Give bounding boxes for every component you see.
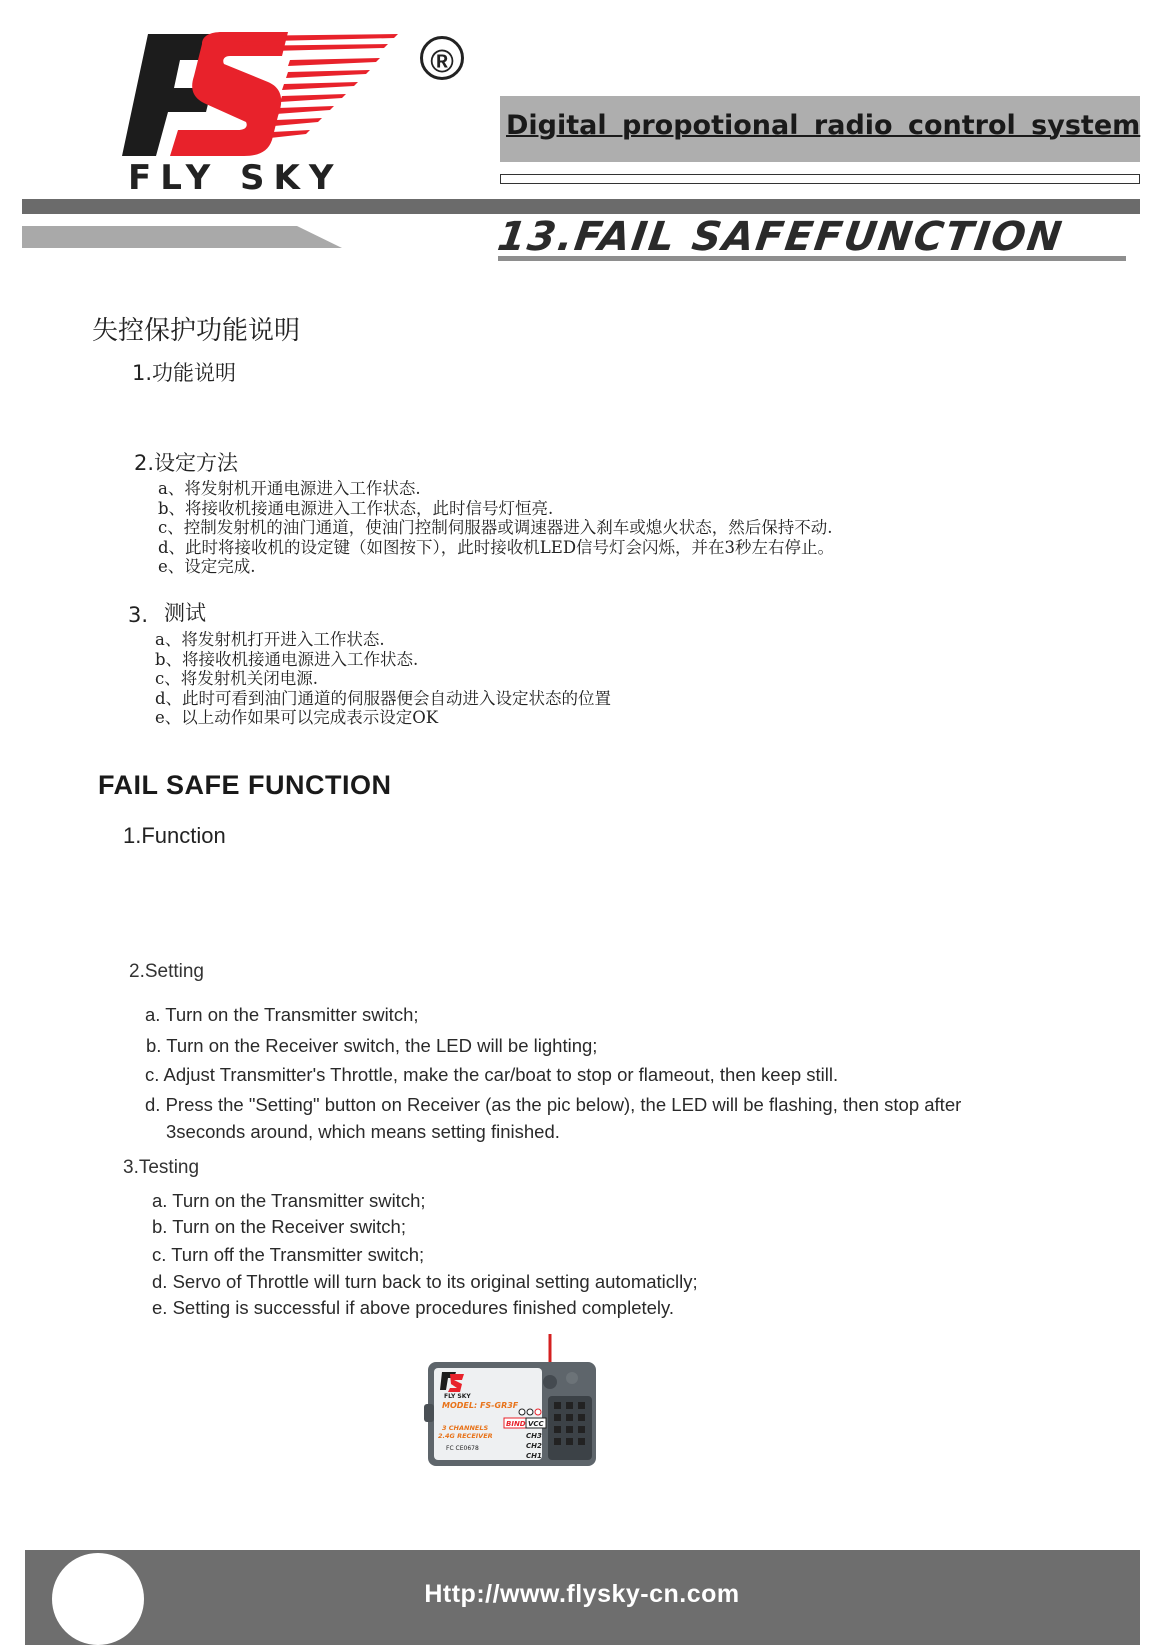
en-setting-step-a: a. Turn on the Transmitter switch; — [145, 1004, 419, 1025]
list-item: e、设定完成. — [158, 557, 256, 576]
en-testing-step-e: e. Setting is successful if above procedures finished completely. — [152, 1297, 675, 1318]
cn-test-number: 3. — [128, 603, 149, 627]
receiver-channels: 3 CHANNELS — [442, 1424, 489, 1432]
en-setting-step-d: d. Press the "Setting" button on Receiver (as the pic below), the LED will be flashing, then stop after — [145, 1094, 962, 1115]
cn-setting-heading: 2.设定方法 — [134, 451, 239, 475]
header-frame — [500, 174, 1140, 184]
list-item: c、将发射机关闭电源. — [155, 669, 318, 688]
cn-test-heading: 测试 — [164, 601, 206, 625]
en-setting-step-d-cont: 3seconds around, which means setting finished. — [166, 1121, 560, 1142]
receiver-ch1: CH1 — [526, 1452, 542, 1460]
receiver-bind-label: BIND — [506, 1420, 526, 1428]
receiver-cert: FC CE0678 — [446, 1445, 479, 1452]
en-setting-heading: 2.Setting — [129, 961, 204, 982]
receiver-brand: FLY SKY — [444, 1393, 471, 1400]
cn-title: 失控保护功能说明 — [92, 316, 301, 346]
receiver-image — [424, 1334, 600, 1468]
cn-test-list — [155, 630, 611, 728]
footer-url[interactable]: Http://www.flysky-cn.com — [424, 1580, 740, 1608]
receiver-vcc-label: VCC — [528, 1420, 544, 1428]
en-setting-step-b: b. Turn on the Receiver switch, the LED will be lighting; — [146, 1035, 598, 1056]
receiver-ch2: CH2 — [526, 1442, 542, 1450]
en-function-heading: 1.Function — [123, 823, 226, 848]
en-setting-step-c: c. Adjust Transmitter's Throttle, make the car/boat to stop or flameout, then keep still. — [145, 1064, 839, 1085]
en-testing-step-b: b. Turn on the Receiver switch; — [152, 1216, 406, 1237]
cn-setting-list — [158, 479, 834, 577]
list-item: d、此时将接收机的设定键（如图按下），此时接收机LED信号灯会闪烁，并在3秒左右停止。 — [158, 537, 835, 557]
cn-function-heading: 1.功能说明 — [132, 361, 237, 385]
receiver-model: MODEL: FS-GR3F — [442, 1401, 519, 1410]
registered-mark: ® — [420, 36, 464, 80]
en-testing-heading: 3.Testing — [123, 1157, 200, 1178]
en-testing-step-d: d. Servo of Throttle will turn back to its original setting automaticlly; — [152, 1271, 698, 1292]
logo-text: FLY SKY — [128, 158, 343, 198]
header-tagline: Digital propotional radio control system — [506, 110, 1141, 141]
list-item: e、以上动作如果可以完成表示设定OK — [155, 708, 439, 727]
en-title: FAIL SAFE FUNCTION — [98, 770, 392, 800]
list-item: a、将发射机开通电源进入工作状态. — [158, 479, 421, 498]
receiver-type: 2.4G RECEIVER — [438, 1432, 493, 1440]
list-item: c、控制发射机的油门通道，使油门控制伺服器或调速器进入刹车或熄火状态，然后保持不动. — [158, 518, 833, 537]
list-item: b、将接收机接通电源进入工作状态. — [155, 649, 419, 669]
en-testing-step-c: c. Turn off the Transmitter switch; — [152, 1244, 425, 1265]
receiver-ch3: CH3 — [526, 1432, 542, 1440]
header-bar — [22, 199, 1140, 214]
list-item: b、将接收机接通电源进入工作状态，此时信号灯恒亮. — [158, 498, 554, 518]
en-testing-step-a: a. Turn on the Transmitter switch; — [152, 1190, 426, 1211]
list-item: a、将发射机打开进入工作状态. — [155, 630, 385, 649]
section-title: 13.FAIL SAFEFUNCTION — [494, 214, 1067, 260]
list-item: d、此时可看到油门通道的伺服器便会自动进入设定状态的位置 — [155, 688, 612, 708]
